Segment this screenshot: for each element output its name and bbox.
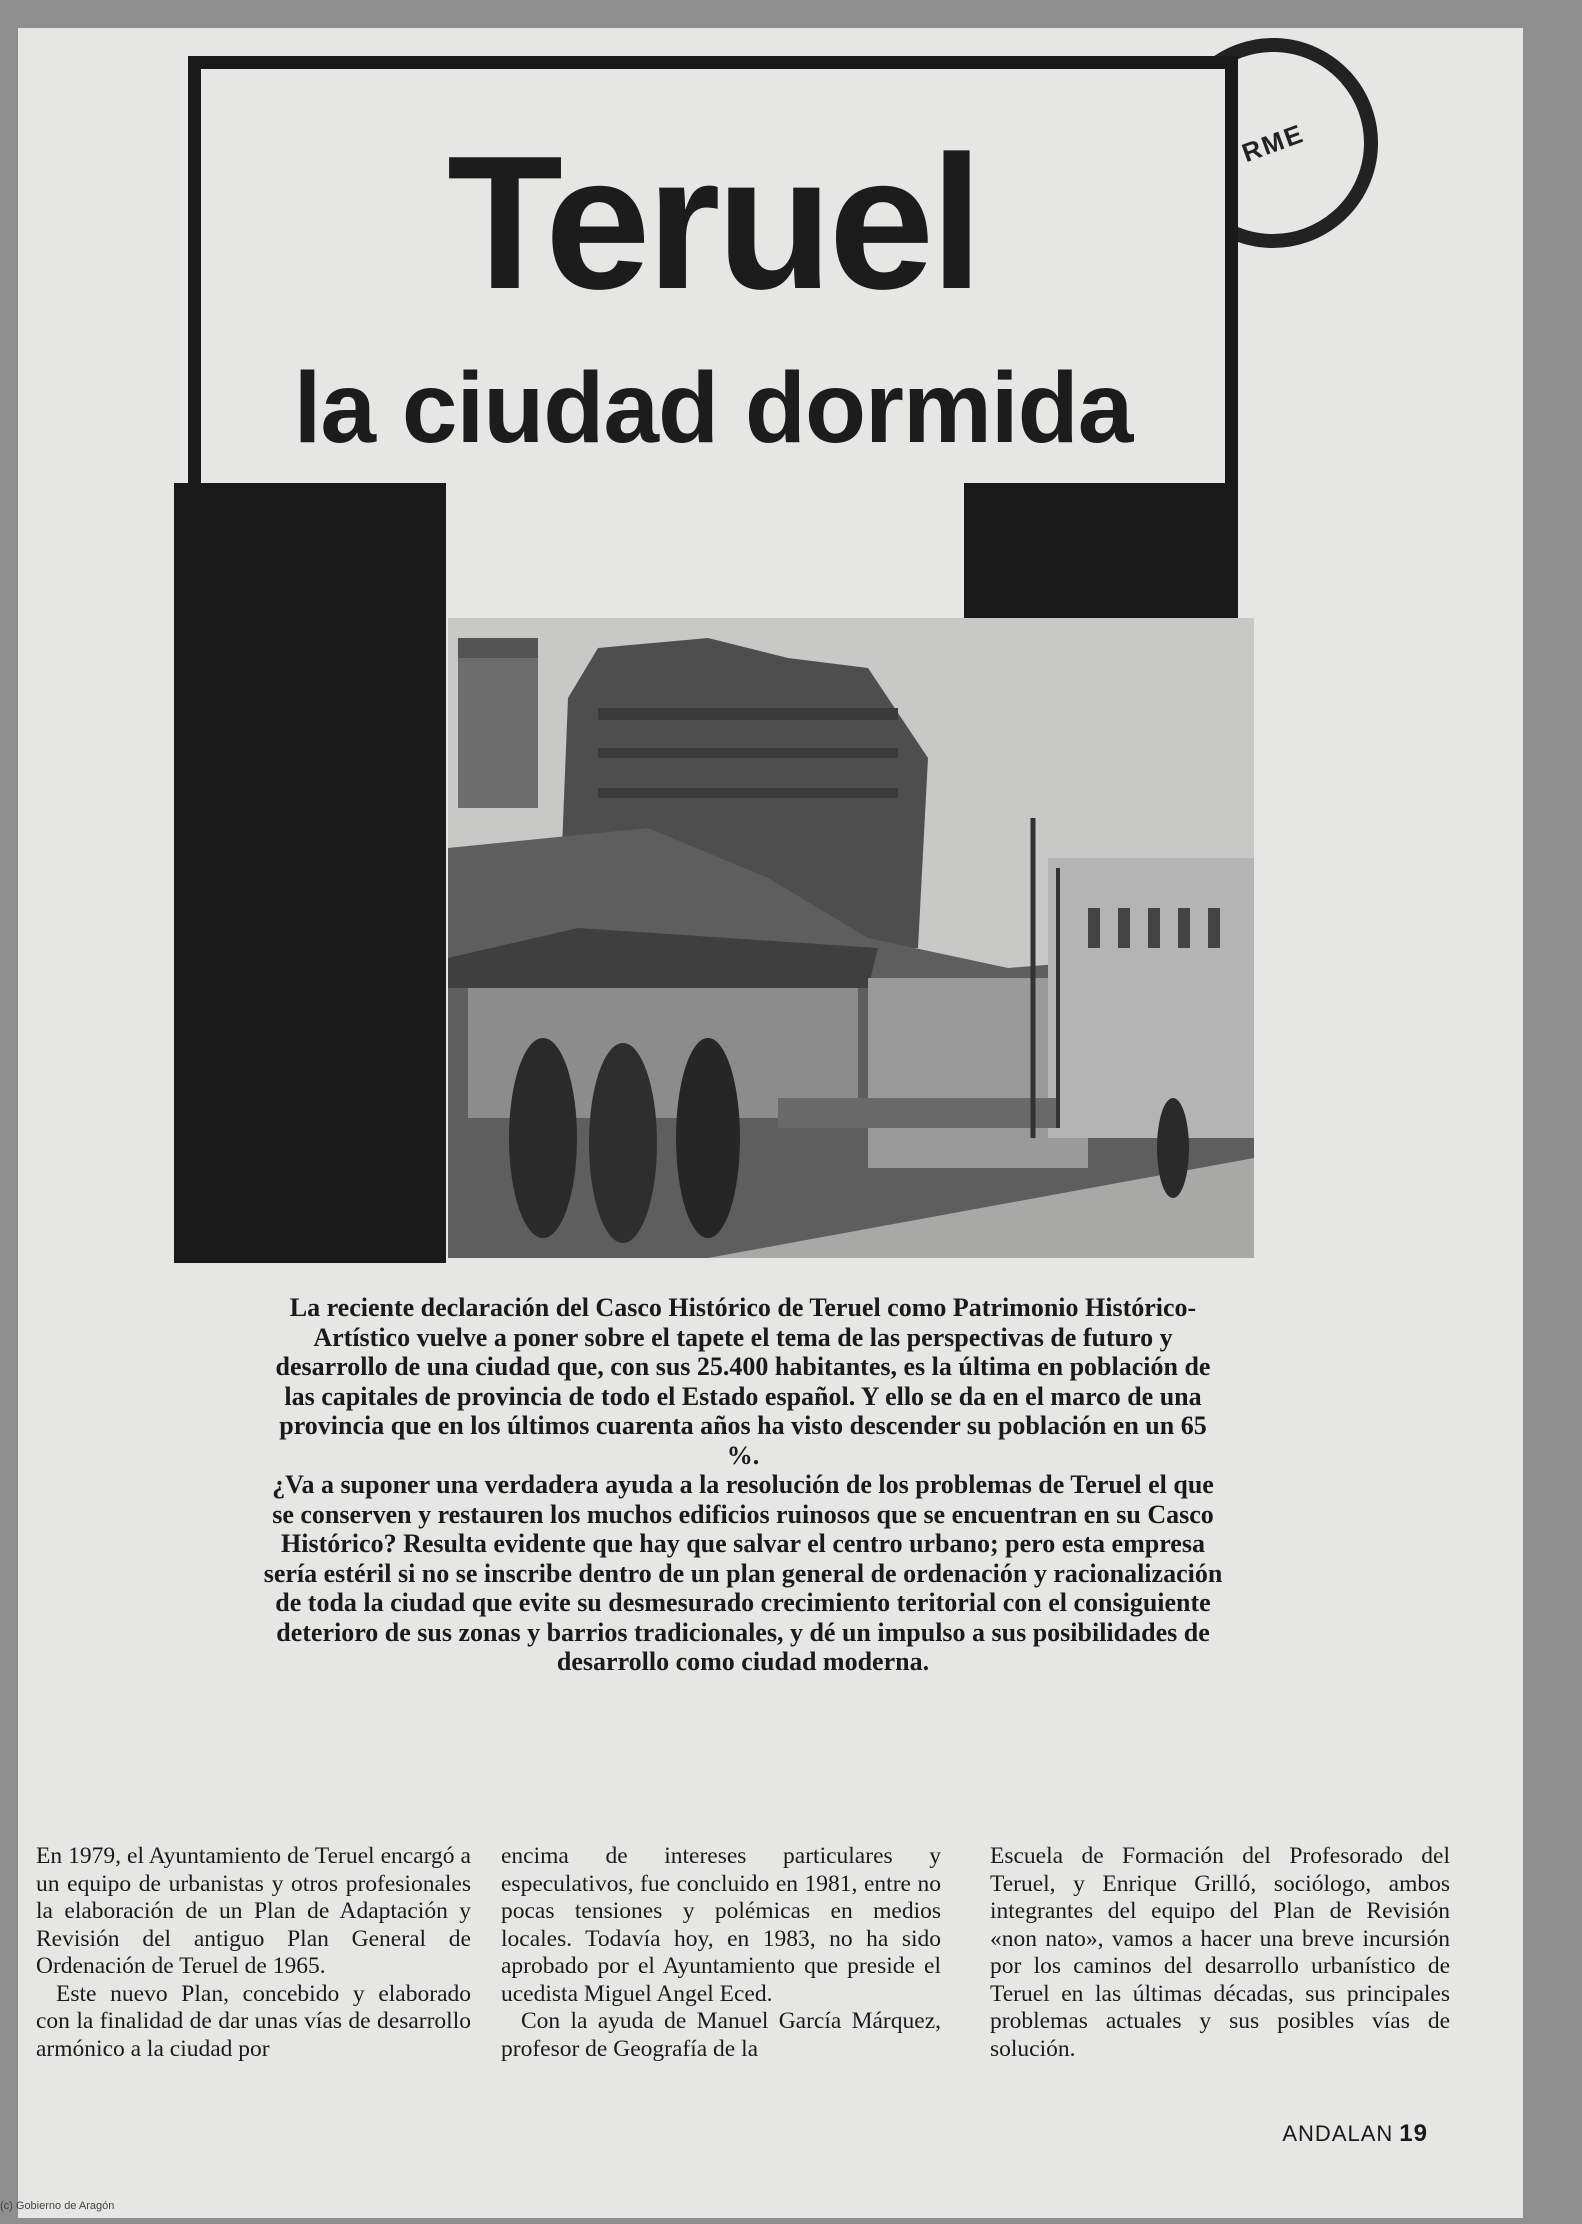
lede-paragraph — [263, 1293, 1223, 1677]
lede-text-2: ¿Va a suponer una verdadera ayuda a la resolución de los problemas de Teruel el que se conserven y restauren los muchos edificios ruinosos que se encuentran en su Casco Histórico? Resulta evidente que hay que salvar el centro urbano; pero esta empresa sería estéril si no se inscribe dentro de un plan general de ordenación y racionalización de toda la ciudad que evite su desmesurado crecimiento teritorial con el consiguiente deterioro de sus zonas y barrios tradicionales, y dé un impulso a sus posibilidades de desarrollo como ciudad moderna. — [263, 1470, 1223, 1676]
publication-name: ANDALAN — [1282, 2121, 1394, 2146]
photo-illustration — [448, 618, 1254, 1258]
page-number: 19 — [1399, 2120, 1428, 2147]
lede-text-1: La reciente declaración del Casco Histórico de Teruel como Patrimonio Histórico-Artístico vuelve a poner sobre el tapete el tema de las perspectivas de futuro y desarrollo de una ciudad que, con sus 25.400 habitantes, es la última en población de las capitales de provincia de todo el Estado español. Y ello se da en el marco de una provincia que en los últimos cuarenta años ha visto descender su población en un 65 %. — [275, 1293, 1211, 1470]
column-paragraph: En 1979, el Ayuntamiento de Teruel encargó a un equipo de urbanistas y otros profesionales la elaboración de un Plan de Adaptación y Revisión del antiguo Plan General de Ordenación de Teruel de 1965. — [36, 1843, 471, 1979]
copyright-credit: (c) Gobierno de Aragón — [0, 2200, 115, 2212]
column-paragraph: encima de intereses particulares y especulativos, fue concluido en 1981, entre no pocas tensiones y polémicas en medios locales. Todavía hoy, en 1983, no ha sido aprobado por el Ayuntamiento que preside el ucedista Miguel Angel Eced. — [501, 1843, 941, 2007]
page-subtitle: la ciudad dormida — [293, 352, 1133, 464]
frame-bar-left — [174, 483, 446, 1263]
magazine-page — [18, 28, 1523, 2218]
column-paragraph: Este nuevo Plan, concebido y elaborado con la finalidad de dar unas vías de desarrollo armónico a la ciudad por — [36, 1980, 471, 2062]
ruined-city-photo — [448, 618, 1254, 1258]
stamp-text: RME — [1237, 117, 1308, 168]
page-title: Teruel — [446, 117, 980, 329]
article-column-3 — [990, 1843, 1450, 2063]
column-paragraph: Escuela de Formación del Profesorado del Teruel, y Enrique Grilló, sociólogo, ambos integrantes del equipo del Plan de Revisión «non nato», vamos a hacer una breve incursión por los caminos del desarrollo urbanístico de Teruel en las últimas décadas, sus principales problemas actuales y sus posibles vías de solución. — [990, 1843, 1450, 2062]
column-paragraph: Con la ayuda de Manuel García Márquez, profesor de Geografía de la — [501, 2008, 941, 2062]
page-footer — [1282, 2120, 1428, 2148]
article-column-2 — [501, 1843, 941, 2063]
article-column-1 — [36, 1843, 471, 2063]
